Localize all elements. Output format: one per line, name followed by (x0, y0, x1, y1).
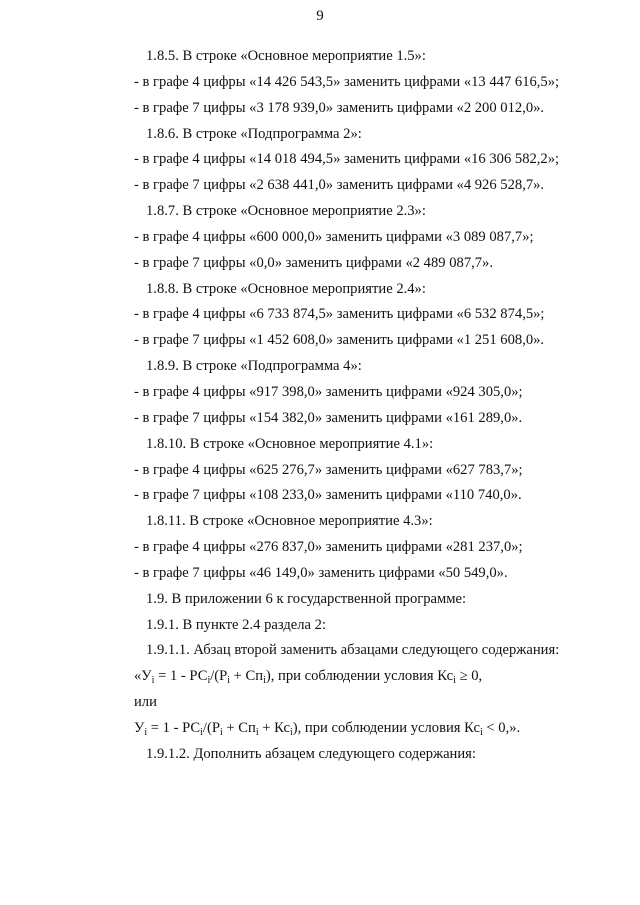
amendment-dash-line: - в графе 7 цифры «0,0» заменить цифрами «2 489 087,7». (134, 254, 494, 271)
amendment-heading-line: 1.8.7. В строке «Основное мероприятие 2.3»: (146, 203, 426, 220)
amendment-dash-line: - в графе 7 цифры «154 382,0» заменить цифрами «161 289,0». (134, 409, 523, 426)
amendment-dash-line: - в графе 4 цифры «276 837,0» заменить цифрами «281 237,0»; (134, 539, 523, 556)
last-heading-line: 1.9.1.2. Дополнить абзацем следующего содержания: (146, 745, 476, 762)
amendment-dash-line: - в графе 4 цифры «14 018 494,5» заменить цифрами «16 306 582,2»; (134, 151, 560, 168)
amendment-heading-line: 1.9.1.1. Абзац второй заменить абзацами следующего содержания: (146, 642, 560, 659)
amendment-dash-line: - в графе 4 цифры «917 398,0» заменить цифрами «924 305,0»; (134, 383, 523, 400)
amendment-dash-line: - в графе 7 цифры «108 233,0» заменить цифрами «110 740,0». (134, 487, 522, 504)
formula-condition-positive: «$У_i = 1 - РС_i/(Р_i + Сп_i)$, при соблюдении условия $Кс_i \ge 0$, (134, 668, 483, 687)
page-number: 9 (316, 8, 324, 24)
amendment-heading-line: 1.9.1. В пункте 2.4 раздела 2: (146, 616, 327, 633)
amendment-heading-line: 1.8.5. В строке «Основное мероприятие 1.5»: (146, 48, 426, 64)
amendment-dash-line: - в графе 4 цифры «14 426 543,5» заменить цифрами «13 447 616,5»; (134, 73, 560, 90)
amendment-dash-line: - в графе 7 цифры «3 178 939,0» заменить цифрами «2 200 012,0». (134, 99, 545, 116)
amendment-dash-line: - в графе 4 цифры «6 733 874,5» заменить цифрами «6 532 874,5»; (134, 306, 545, 323)
amendment-heading-line: 1.8.10. В строке «Основное мероприятие 4.1»: (146, 435, 434, 452)
amendment-heading-line: 1.9. В приложении 6 к государственной программе: (146, 590, 467, 607)
or-word: или (134, 694, 157, 711)
amendment-dash-line: - в графе 7 цифры «2 638 441,0» заменить цифрами «4 926 528,7». (134, 177, 545, 194)
amendment-dash-line: - в графе 7 цифры «1 452 608,0» заменить цифрами «1 251 608,0». (134, 332, 545, 349)
amendment-dash-line: - в графе 4 цифры «600 000,0» заменить цифрами «3 089 087,7»; (134, 228, 534, 245)
amendment-lines (0, 44, 640, 664)
amendment-heading-line: 1.8.8. В строке «Основное мероприятие 2.4»: (146, 280, 426, 297)
formula-condition-negative: $У_i = 1 - РС_i/(Р_i + Сп_i + Кс_i)$, при соблюдении условия $Кс_i < 0$,». (134, 719, 521, 738)
document-body (0, 44, 640, 768)
amendment-heading-line: 1.8.6. В строке «Подпрограмма 2»: (146, 125, 362, 142)
amendment-heading-line: 1.8.9. В строке «Подпрограмма 4»: (146, 358, 362, 375)
amendment-heading-line: 1.8.11. В строке «Основное мероприятие 4.3»: (146, 513, 433, 530)
amendment-dash-line: - в графе 7 цифры «46 149,0» заменить цифрами «50 549,0». (134, 564, 508, 581)
amendment-dash-line: - в графе 4 цифры «625 276,7» заменить цифрами «627 783,7»; (134, 461, 523, 478)
